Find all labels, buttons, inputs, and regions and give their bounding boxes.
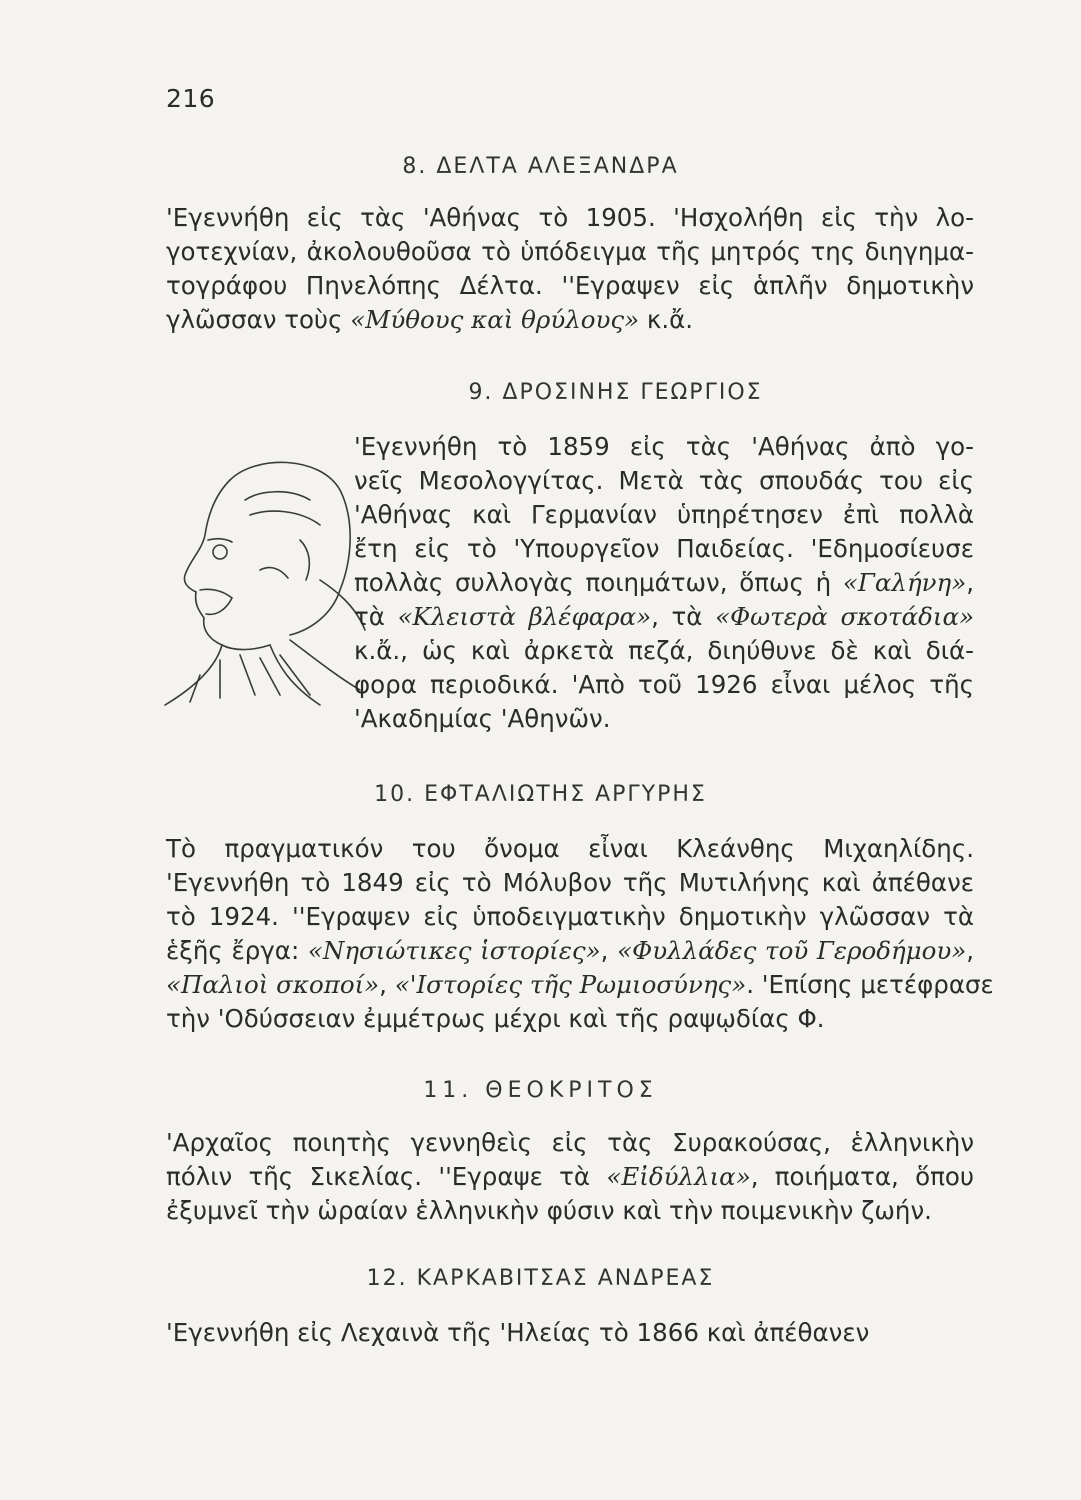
paragraph-delta (166, 201, 974, 337)
text-segment: , τὰ (651, 602, 716, 631)
work-title: «Νησιώτικες ἱστορίες» (307, 936, 601, 965)
text-segment: , (966, 936, 975, 965)
text-line (166, 201, 974, 235)
text-segment: φορα περιοδικά. 'Απὸ τοῦ 1926 εἶναι μέλος τῆς (354, 670, 974, 699)
text-segment: τὰ (354, 602, 398, 631)
paragraph-eftaliotis (166, 832, 994, 1036)
text-line (166, 1160, 974, 1194)
work-title: «Μύθους καὶ θρύλους» (350, 305, 640, 334)
work-title: «Παλιοὶ σκοποί» (166, 970, 380, 999)
text-line (166, 1002, 974, 1036)
text-line (166, 866, 974, 900)
text-segment: ἔτη εἰς τὸ 'Υπουργεῖον Παιδείας. 'Εδημοσίευσε (354, 534, 974, 563)
text-line (166, 1194, 974, 1228)
text-segment: κ.ἄ. (639, 305, 694, 334)
text-line (354, 532, 974, 566)
text-line (166, 269, 974, 303)
text-line (354, 702, 974, 736)
heading-delta: 8. ΔΕΛΤΑ ΑΛΕΞΑΝΔΡΑ (402, 154, 679, 179)
text-segment: 'Εγεννήθη εἰς Λεχαινὰ τῆς 'Ηλείας τὸ 1866 καὶ ἀπέθανεν (166, 1318, 870, 1347)
text-segment: . 'Επίσης μετέφρασε (746, 970, 994, 999)
text-segment: γλῶσσαν τοὺς (166, 305, 351, 334)
text-segment: τογράφου Πηνελόπης Δέλτα. ''Εγραψεν εἰς ἁπλῆν δημοτικὴν (166, 271, 974, 300)
work-title: «Εἰδύλλια» (606, 1162, 751, 1191)
text-line (354, 566, 974, 600)
text-line (354, 430, 974, 464)
text-line (166, 900, 974, 934)
page-number: 216 (166, 84, 216, 113)
paragraph-drosinis (354, 430, 974, 736)
text-segment: , (600, 936, 618, 965)
text-line (166, 303, 974, 337)
paragraph-theokritos (166, 1126, 974, 1228)
text-segment: 'Εγεννήθη τὸ 1859 εἰς τὰς 'Αθήνας ἀπὸ γο- (354, 432, 974, 461)
text-line (354, 668, 974, 702)
work-title: «Γαλήνη» (842, 568, 967, 597)
text-line (166, 235, 974, 269)
text-line (354, 600, 974, 634)
text-line (166, 1316, 974, 1350)
text-line (166, 934, 974, 968)
work-title: «Φωτερὰ σκοτάδια» (715, 602, 974, 631)
text-segment: πόλιν τῆς Σικελίας. ''Εγραψε τὰ (166, 1162, 607, 1191)
text-segment: κ.ἄ., ὡς καὶ ἀρκετὰ πεζά, διηύθυνε δὲ καὶ διά- (354, 636, 974, 665)
heading-karkavitsas: 12. ΚΑΡΚΑΒΙΤΣΑΣ ΑΝΔΡΕΑΣ (366, 1266, 715, 1291)
text-segment: πολλὰς συλλογὰς ποιημάτων, ὅπως ἡ (354, 568, 843, 597)
text-segment: Τὸ πραγματικόν του ὄνομα εἶναι Κλεάνθης Μιχαηλίδης. (166, 834, 974, 863)
text-segment: τὴν 'Οδύσσειαν ἐμμέτρως μέχρι καὶ τῆς ραψῳδίας Φ. (166, 1004, 825, 1033)
text-segment: ἐξυμνεῖ τὴν ὡραίαν ἑλληνικὴν φύσιν καὶ τὴν ποιμενικὴν ζωήν. (166, 1196, 932, 1225)
text-segment: τὸ 1924. ''Εγραψεν εἰς ὑποδειγματικὴν δημοτικὴν γλῶσσαν τὰ (166, 902, 974, 931)
text-line (354, 634, 974, 668)
portrait-drosinis-illustration (160, 440, 370, 710)
paragraph-karkavitsas (166, 1316, 974, 1350)
text-line (166, 968, 994, 1002)
text-segment: , (379, 970, 395, 999)
text-segment: ἑξῆς ἔργα: (166, 936, 308, 965)
heading-theokritos: 11. ΘΕΟΚΡΙΤΟΣ (423, 1078, 658, 1103)
text-segment: 'Αθήνας καὶ Γερμανίαν ὑπηρέτησεν ἐπὶ πολλὰ (354, 500, 974, 529)
text-segment: 'Εγεννήθη εἰς τὰς 'Αθήνας τὸ 1905. 'Ησχολήθη εἰς τὴν λο- (166, 203, 974, 232)
text-segment: γοτεχνίαν, ἀκολουθοῦσα τὸ ὑπόδειγμα τῆς μητρός της διηγημα- (166, 237, 974, 266)
text-line (166, 832, 974, 866)
text-segment: 'Εγεννήθη τὸ 1849 εἰς τὸ Μόλυβον τῆς Μυτιλήνης καὶ ἀπέθανε (166, 868, 974, 897)
work-title: «'Ιστορίες τῆς Ρωμιοσύνης» (394, 970, 747, 999)
text-line (354, 464, 974, 498)
text-segment: , (966, 568, 974, 597)
text-segment: νεῖς Μεσολογγίτας. Μετὰ τὰς σπουδάς του εἰς (354, 466, 974, 495)
heading-drosinis: 9. ΔΡΟΣΙΝΗΣ ΓΕΩΡΓΙΟΣ (468, 380, 763, 405)
work-title: «Κλειστὰ βλέφαρα» (397, 602, 652, 631)
text-segment: , ποιήματα, ὅπου (750, 1162, 974, 1191)
heading-eftaliotis: 10. ΕΦΤΑΛΙΩΤΗΣ ΑΡΓΥΡΗΣ (374, 782, 707, 807)
text-line (166, 1126, 974, 1160)
text-segment: 'Ακαδημίας 'Αθηνῶν. (354, 704, 611, 733)
text-segment: 'Αρχαῖος ποιητὴς γεννηθεὶς εἰς τὰς Συρακούσας, ἑλληνικὴν (166, 1128, 974, 1157)
work-title: «Φυλλάδες τοῦ Γεροδήμου» (617, 936, 967, 965)
text-line (354, 498, 974, 532)
